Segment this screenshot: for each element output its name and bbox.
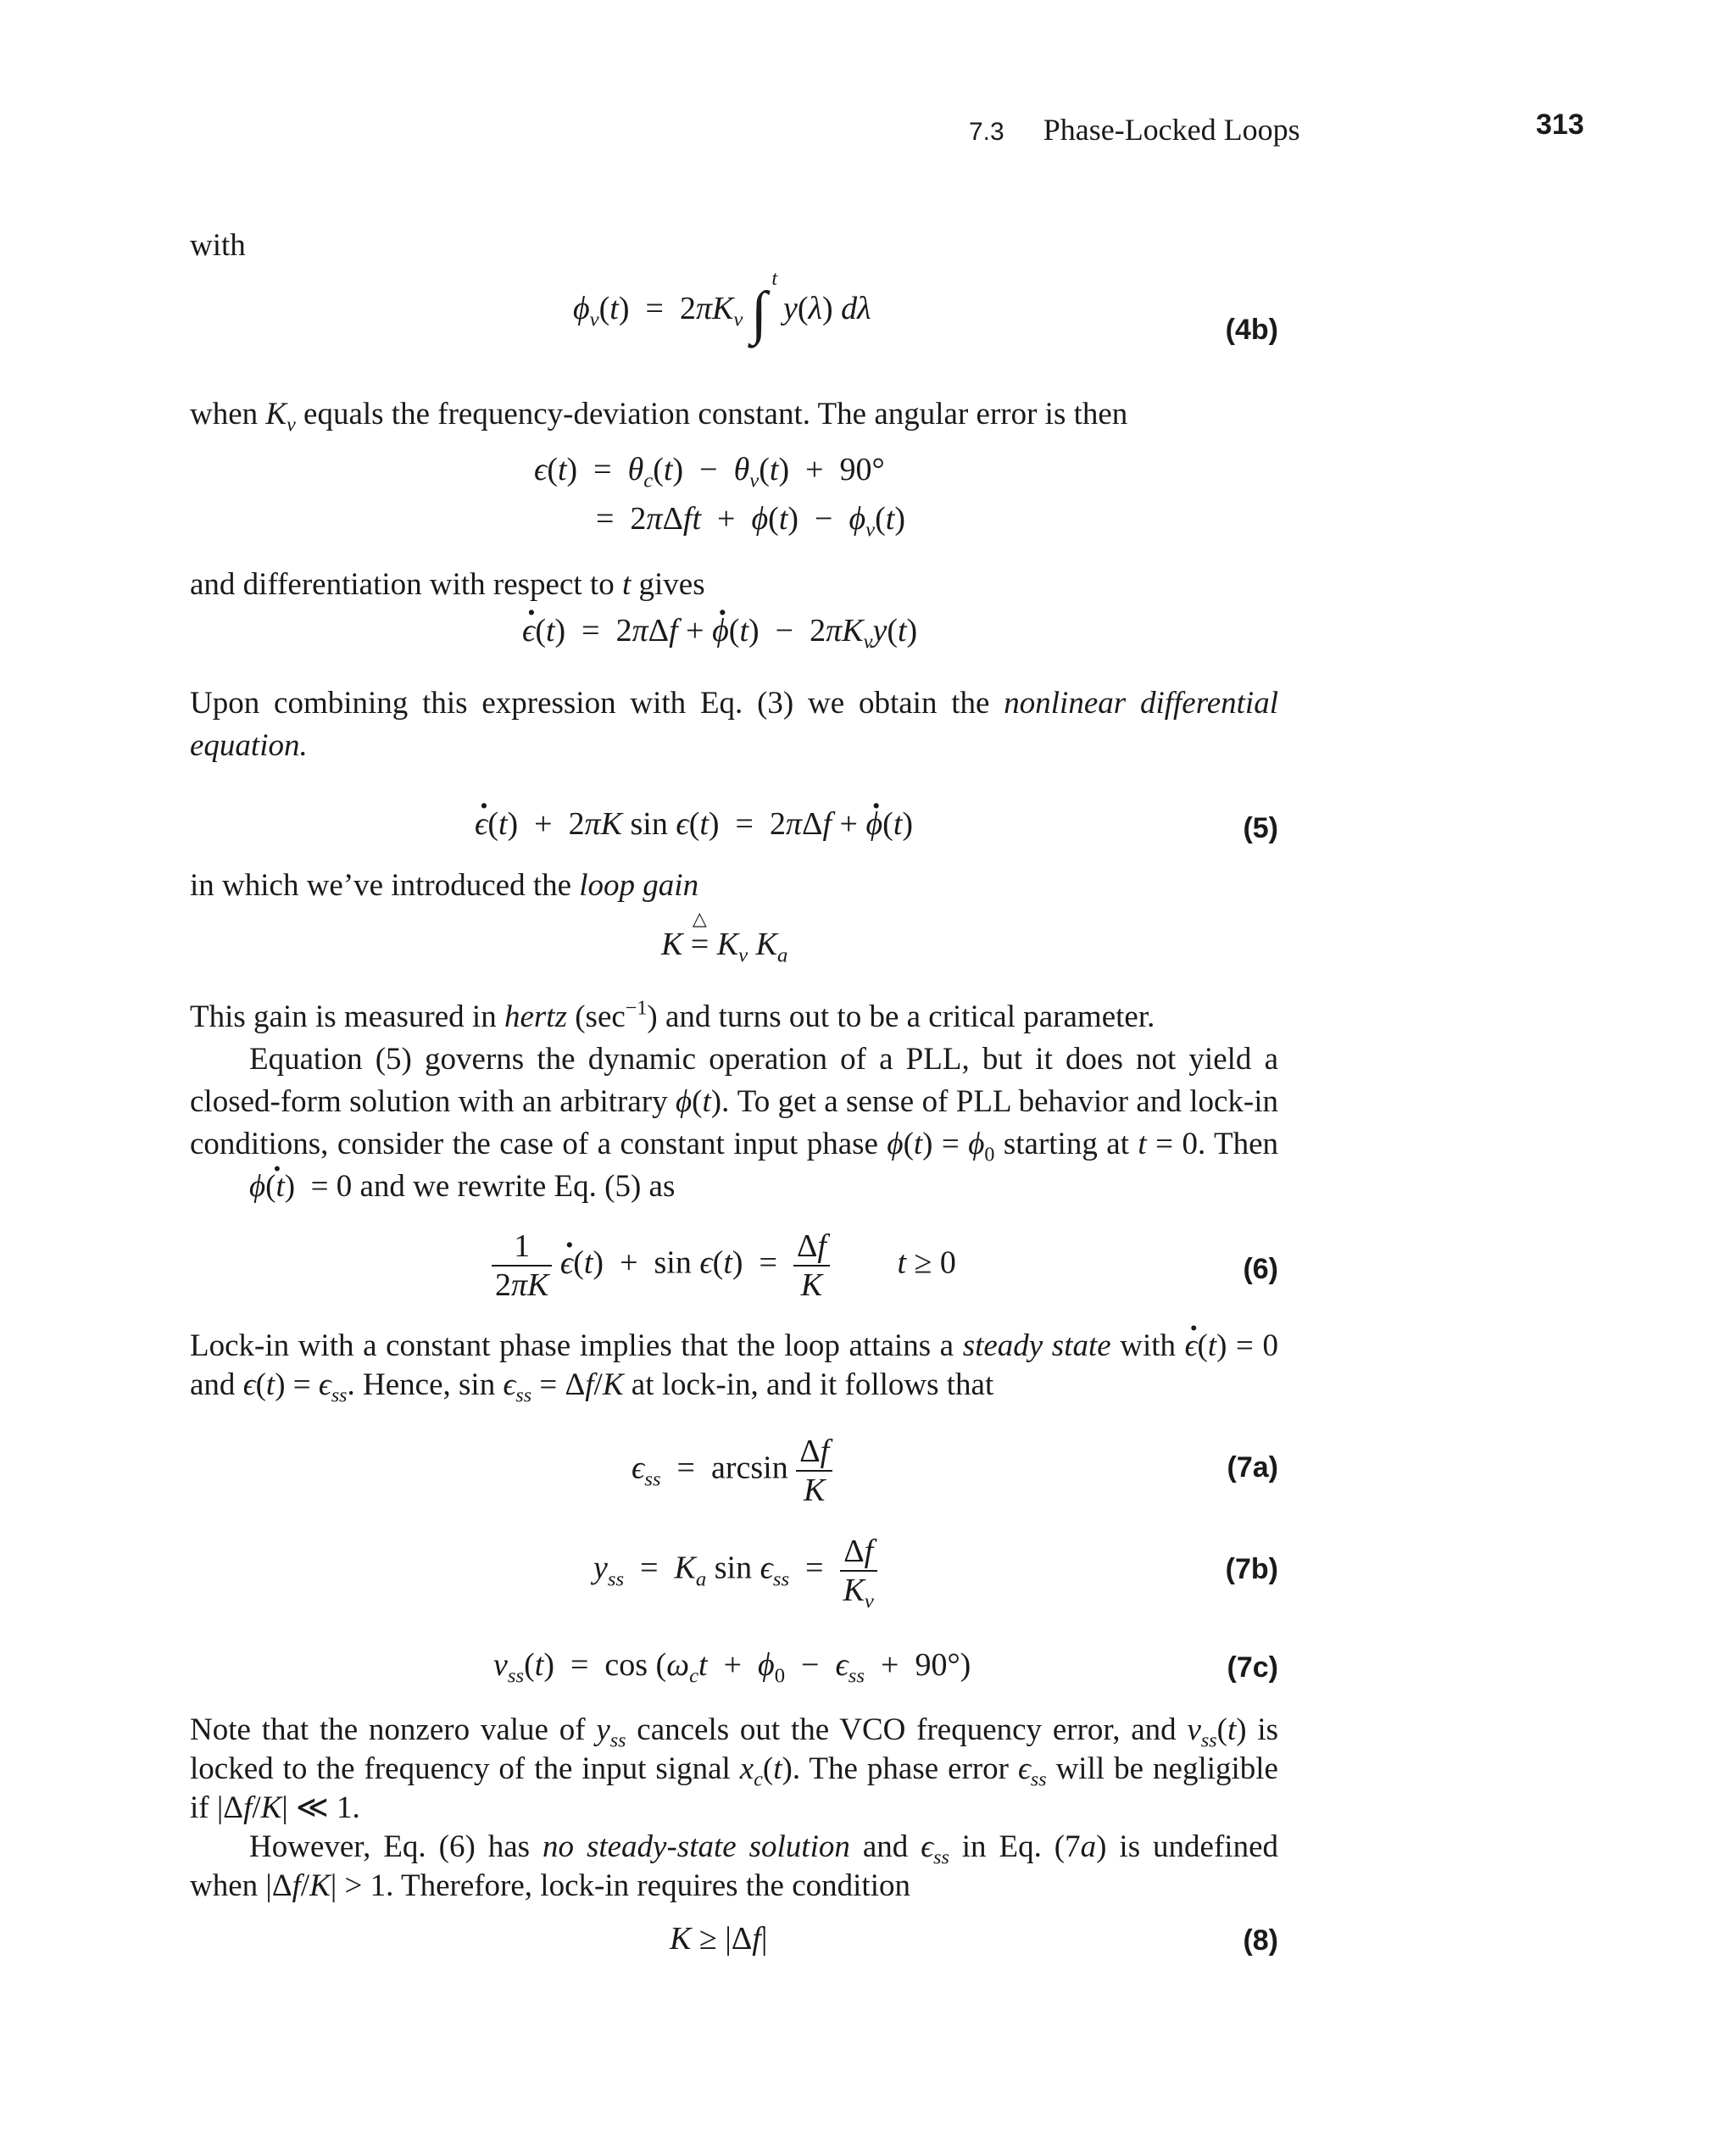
text-upon-a: Upon combining this expression with Eq. (3) we obtain the [190, 686, 1004, 721]
equation-8: K ≥ |Δf| [670, 1921, 768, 1957]
equation-angular-error-1: $\epsilon(t) = \theta_c(t) - \theta_v(t) + 90^\circ$ [534, 452, 885, 493]
text-which-a: in which we’ve introduced the [190, 868, 580, 903]
text-upon-italic: nonlinear differential equation. [190, 686, 1278, 763]
section-number: 7.3 [969, 118, 1004, 146]
text-gain-c: ) and turns out to be a critical parameter. [647, 999, 1155, 1034]
paragraph-lock-in: Lock-in with a constant phase implies that the loop attains a steady state with · ϵ(t) = 0 and $\epsilon(t) = \epsilon_{ss}$. Hence, $\sin \epsilon_{ss} = \Delta f/K$ at lock-in, and it follows that [190, 1327, 1278, 1405]
text-which-italic: loop gain [579, 868, 699, 903]
text-lockin-d: . Hence, [347, 1367, 459, 1402]
equation-4b: $\phi_v(t) = 2\pi K_v$ ∫ t y(λ) dλ [573, 268, 871, 346]
page-number: 313 [1536, 109, 1584, 141]
text-gain-b: (sec [566, 999, 626, 1034]
text-eq5-para-a: Equation (5) governs the dynamic operation of a PLL, but it does not yield a closed-form solution with an arbitrary [190, 1042, 1278, 1119]
equation-angular-error-2: = $2\pi\Delta ft + \phi(t) - \phi_v(t)$ [596, 501, 905, 542]
paragraph-gain-hertz: This gain is measured in hertz $(\sec^{-1})$ and turns out to be a critical parameter. Equation (5) governs the dynamic operation of a PLL, but it does not yield a closed-form solution with an arbitrary ϕ(t). To get a sense of PLL behavior and lock-in conditions, consider the case of a constant input phase $\phi(t) = \phi_0$ starting at t = 0. Then · ϕ(t) = 0 and we rewrite Eq. (5) as [190, 996, 1278, 1208]
text-note-b: cancels out the VCO frequency error, and [626, 1712, 1188, 1747]
text-eq5-para-b: . To get a sense of PLL behavior and lock-in conditions, consider the case of a constant input phase [190, 1084, 1279, 1161]
text-note-c: is locked to the frequency of the input signal [190, 1712, 1278, 1786]
text-gain-sup: −1 [625, 997, 648, 1020]
equation-number-5: (5) [1243, 812, 1278, 844]
equation-6: $\frac{1}{2\pi K}$ · ϵ(t) + sin ϵ(t) = $\frac{\Delta f}{K}$ t ≥ 0 [492, 1228, 956, 1304]
text-and-diff-t: t [621, 567, 632, 602]
text-and-diff-a: and differentiation with respect to [190, 567, 622, 602]
text-however-e: . Therefore, lock-in requires the condition [386, 1868, 910, 1903]
text-note-f: . [352, 1790, 360, 1825]
equation-number-8: (8) [1243, 1924, 1278, 1957]
text-and-diff-b: gives [631, 567, 705, 602]
paragraph-when-kv: when $K_v$ equals the frequency-deviation constant. The angular error is then [190, 397, 1128, 437]
text-however-italic: no steady-state solution [542, 1829, 850, 1864]
text-when-kv-a: when [190, 397, 266, 431]
text-lockin-c: and [190, 1367, 243, 1402]
equation-loop-gain: K = △ $K_v$ $K_a$ [661, 908, 788, 967]
section-title: Phase-Locked Loops [1043, 113, 1300, 147]
running-header [969, 109, 1300, 153]
text-eq5-para-d: . Then [1197, 1127, 1278, 1161]
paragraph-differentiation [190, 564, 1278, 606]
text-lockin-italic: steady state [962, 1328, 1111, 1363]
text-however-b: and [849, 1829, 921, 1864]
equation-7c: $v_{ss}(t) = \cos (\omega_ct + \phi_0 - \epsilon_{ss} + 90^\circ)$ [493, 1647, 971, 1688]
text-note-d: . The phase error [792, 1751, 1018, 1786]
text-lockin-b: with [1110, 1328, 1185, 1363]
equation-number-7b: (7b) [1225, 1553, 1278, 1585]
equation-number-6: (6) [1243, 1253, 1278, 1285]
text-gain-a: This gain is measured in [190, 999, 504, 1034]
text-when-kv-b: equals the frequency-deviation constant. The angular error is then [295, 397, 1128, 431]
text-however-c: in Eq. (7 [949, 1829, 1081, 1864]
paragraph-loop-gain [190, 865, 1278, 907]
text-lockin-a: Lock-in with a constant phase implies that the loop attains a [190, 1328, 963, 1363]
text-with: with [190, 228, 246, 263]
text-however-c-it: a [1080, 1829, 1097, 1864]
text-note-e: will be negligible if [190, 1751, 1278, 1825]
equation-number-4b: (4b) [1225, 314, 1278, 346]
text-lockin-e: at lock-in, and it follows that [623, 1367, 994, 1402]
paragraph-with [190, 225, 1278, 267]
paragraph-note: Note that the nonzero value of $y_{ss}$ cancels out the VCO frequency error, and $v_{ss}(t)$ is locked to the frequency of the input signal $x_c(t)$. The phase error $\epsilon_{ss}$ will be negligible if |Δf/K| ≪ 1. However, Eq. (6) has no steady-state solution and $\epsilon_{ss}$ in Eq. (7a) is undefined when |Δf/K| > 1. Therefore, lock-in requires the condition [190, 1712, 1278, 1903]
equation-number-7c: (7c) [1227, 1651, 1278, 1684]
text-gain-italic: hertz [504, 999, 567, 1034]
text-eq5-para-e: and we rewrite Eq. (5) as [352, 1169, 676, 1204]
equation-7b: $y_{ss} = K_a$ $\sin \epsilon_{ss}$ = $\frac{\Delta f}{K_v}$ [593, 1533, 877, 1609]
text-however-d: ) is undefined when [190, 1829, 1278, 1903]
equation-5: · ϵ(t) + 2πK sin ϵ(t) = 2πΔf + · ϕ(t) [475, 805, 913, 843]
text-eq5-para-c: starting at [994, 1127, 1138, 1161]
equation-number-7a: (7a) [1227, 1451, 1278, 1484]
text-note-a: Note that the nonzero value of [190, 1712, 597, 1747]
equation-7a: $\epsilon_{ss} = \arcsin$ $\frac{\Delta f}{K}$ [632, 1433, 832, 1509]
paragraph-upon-combining [190, 682, 1278, 767]
equation-derivative: · ϵ(t) = 2πΔf + · $\phi(t) - 2\pi K_vy(t)$ [522, 612, 917, 649]
text-however-a: However, Eq. (6) has [249, 1829, 542, 1864]
